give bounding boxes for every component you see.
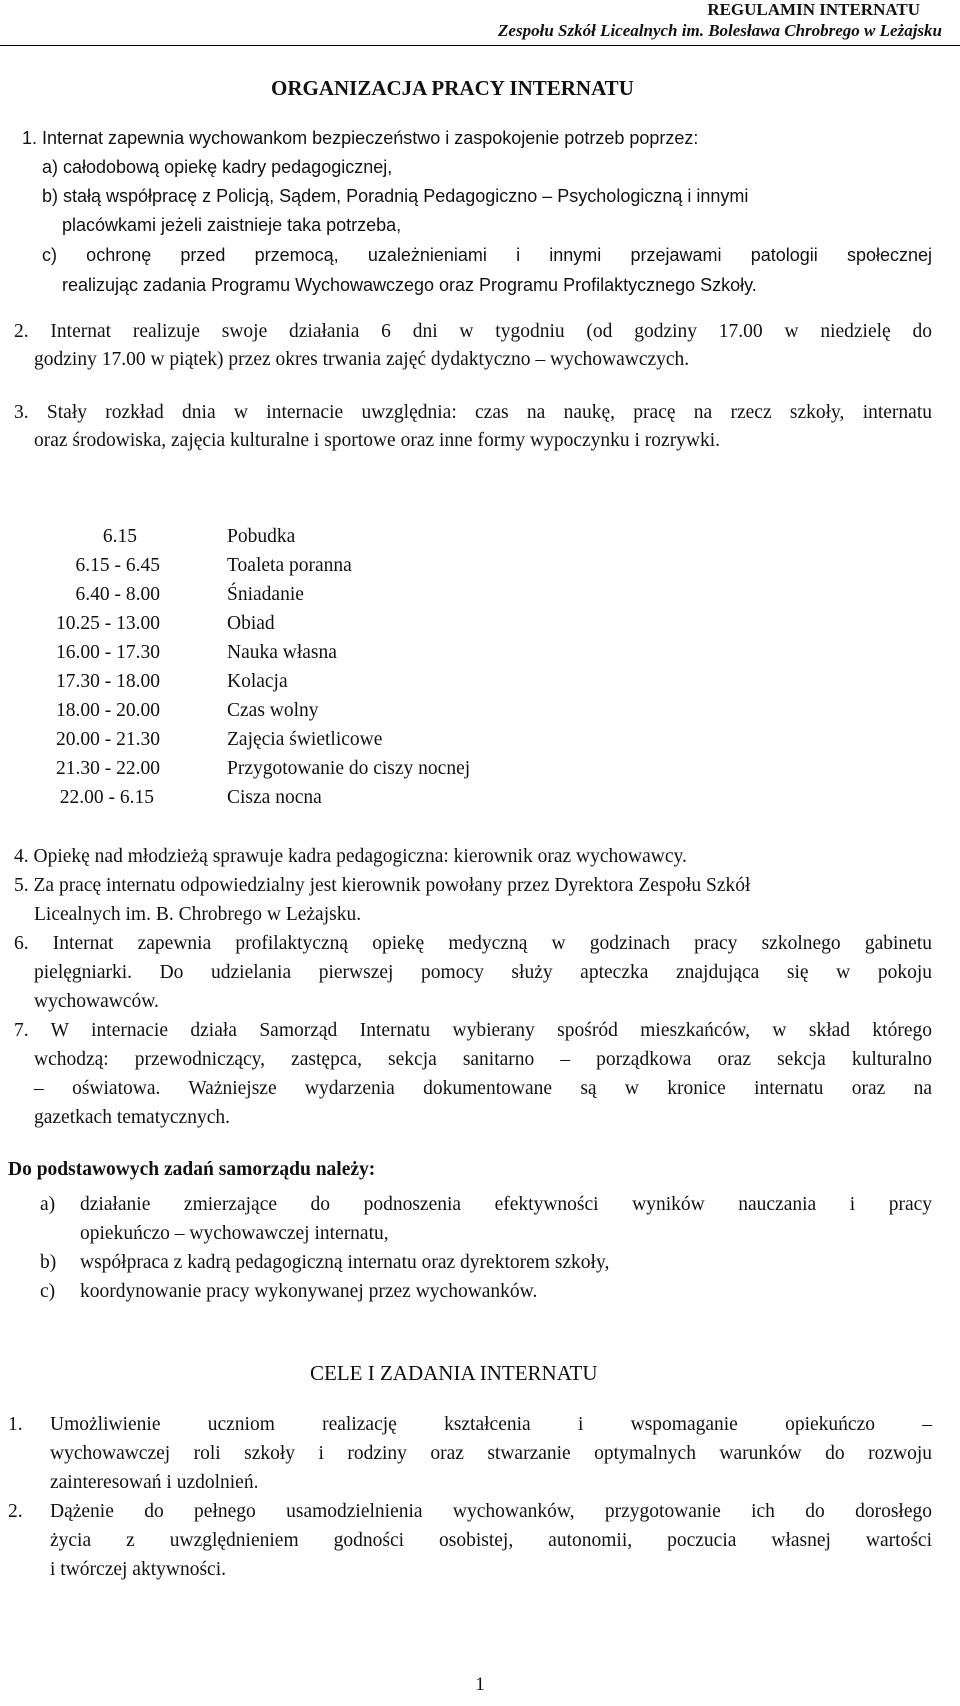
schedule-activity: Zajęcia świetlicowe	[227, 729, 383, 750]
p5-line1: 5. Za pracę internatu odpowiedzialny jest kierownik powołany przez Dyrektora Zespołu Szkół	[14, 875, 751, 896]
goal-2-line2: życia z uwzględnieniem godności osobistej, autonomii, poczucia własnej wartości	[50, 1530, 932, 1551]
duty-b: współpraca z kadrą pedagogiczną internatu oraz dyrektorem szkoły,	[80, 1252, 610, 1273]
schedule-time: 6.15 - 6.45	[75, 555, 160, 576]
header-rule	[0, 45, 960, 46]
header-school-suffix: Bolesława Chrobrego w Leżajsku	[703, 21, 942, 40]
header-school-prefix: Zespołu Szkół Licealnych	[498, 21, 682, 40]
header-school-name	[498, 21, 942, 41]
schedule-activity: Kolacja	[227, 671, 288, 692]
schedule-activity: Czas wolny	[227, 700, 319, 721]
p1-item-c-line2: realizując zadania Programu Wychowawczego oraz Programu Profilaktycznego Szkoły.	[62, 275, 757, 295]
schedule-time: 22.00 - 6.15	[59, 787, 154, 808]
schedule-time: 6.15	[102, 526, 137, 547]
schedule-activity: Toaleta poranna	[227, 555, 352, 576]
duty-c: koordynowanie pracy wykonywanej przez wychowanków.	[80, 1281, 538, 1302]
duty-a-label: a)	[40, 1194, 56, 1215]
p1-item-b-line1: b) stałą współpracę z Policją, Sądem, Poradnią Pedagogiczno – Psychologiczną i innymi	[42, 186, 749, 206]
p1-intro: 1. Internat zapewnia wychowankom bezpieczeństwo i zaspokojenie potrzeb poprzez:	[22, 128, 699, 148]
p1-item-a: a) całodobową opiekę kadry pedagogicznej,	[42, 157, 393, 177]
schedule-activity: Przygotowanie do ciszy nocnej	[227, 758, 471, 779]
p4: 4. Opiekę nad młodzieżą sprawuje kadra pedagogiczna: kierownik oraz wychowawcy.	[14, 846, 687, 867]
header-title: REGULAMIN INTERNATU	[707, 0, 920, 19]
schedule-time: 16.00 - 17.30	[56, 642, 160, 663]
section-title-cele: CELE I ZADANIA INTERNATU	[310, 1361, 598, 1385]
goal-2-line1: Dążenie do pełnego usamodzielnienia wychowanków, przygotowanie ich do dorosłego	[50, 1501, 932, 1522]
duties-title: Do podstawowych zadań samorządu należy:	[8, 1159, 376, 1180]
goal-1-line2: wychowawczej roli szkoły i rodziny oraz stwarzanie optymalnych warunków do rozwoju	[50, 1443, 932, 1464]
goal-1-line1: Umożliwienie uczniom realizację kształcenia i wspomaganie opiekuńczo –	[50, 1414, 932, 1435]
schedule-time: 17.30 - 18.00	[56, 671, 160, 692]
duty-a-line2: opiekuńczo – wychowawczej internatu,	[80, 1223, 389, 1244]
schedule-time: 20.00 - 21.30	[56, 729, 160, 750]
schedule-time: 21.30 - 22.00	[56, 758, 160, 779]
schedule-activity: Nauka własna	[227, 642, 337, 663]
p3-line2: oraz środowiska, zajęcia kulturalne i sportowe oraz inne formy wypoczynku i rozrywki.	[34, 430, 721, 451]
schedule-activity: Pobudka	[227, 526, 296, 547]
section-title-organizacja: ORGANIZACJA PRACY INTERNATU	[271, 76, 634, 100]
p1-item-b-line2: placówkami jeżeli zaistnieje taka potrzeba,	[62, 215, 402, 235]
p7-line4: gazetkach tematycznych.	[34, 1107, 230, 1128]
duty-b-label: b)	[40, 1252, 57, 1273]
p7-line2: wchodzą: przewodniczący, zastępca, sekcja sanitarno – porządkowa oraz sekcja kulturalno	[34, 1049, 932, 1070]
p6-line2: pielęgniarki. Do udzielania pierwszej pomocy służy apteczka znajdująca się w pokoju	[34, 962, 932, 983]
schedule-activity: Cisza nocna	[227, 787, 322, 808]
schedule-activity: Śniadanie	[227, 584, 304, 605]
p5-line2: Licealnych im. B. Chrobrego w Leżajsku.	[34, 904, 362, 925]
p6-line3: wychowawców.	[34, 991, 159, 1012]
p7-line3: – oświatowa. Ważniejsze wydarzenia dokumentowane są w kronice internatu oraz na	[34, 1078, 932, 1099]
p6-line1: 6. Internat zapewnia profilaktyczną opiekę medyczną w godzinach pracy szkolnego gabinetu	[14, 933, 932, 954]
p7-line1: 7. W internacie działa Samorząd Internatu wybierany spośród mieszkańców, w skład którego	[14, 1020, 932, 1041]
goal-1-label: 1.	[8, 1414, 23, 1435]
schedule-activity: Obiad	[227, 613, 275, 634]
goal-2-label: 2.	[8, 1501, 23, 1522]
schedule-time: 6.40 - 8.00	[75, 584, 160, 605]
page-number: 1	[475, 1674, 485, 1695]
p3-line1: 3. Stały rozkład dnia w internacie uwzględnia: czas na naukę, pracę na rzecz szkoły, internatu	[14, 402, 932, 423]
header-school-im: im.	[681, 21, 704, 40]
goal-2-line3: i twórczej aktywności.	[50, 1559, 226, 1580]
p2-line1: 2. Internat realizuje swoje działania 6 dni w tygodniu (od godziny 17.00 w niedzielę do	[14, 321, 932, 342]
schedule-time: 10.25 - 13.00	[56, 613, 160, 634]
goal-1-line3: zainteresowań i uzdolnień.	[50, 1472, 259, 1493]
p1-item-c-line1: c) ochronę przed przemocą, uzależnieniami i innymi przejawami patologii społecznej	[42, 245, 932, 265]
p2-line2: godziny 17.00 w piątek) przez okres trwania zajęć dydaktyczno – wychowawczych.	[34, 349, 690, 370]
duty-a-line1: działanie zmierzające do podnoszenia efektywności wyników nauczania i pracy	[80, 1194, 932, 1215]
schedule-time: 18.00 - 20.00	[56, 700, 160, 721]
duty-c-label: c)	[40, 1281, 56, 1302]
